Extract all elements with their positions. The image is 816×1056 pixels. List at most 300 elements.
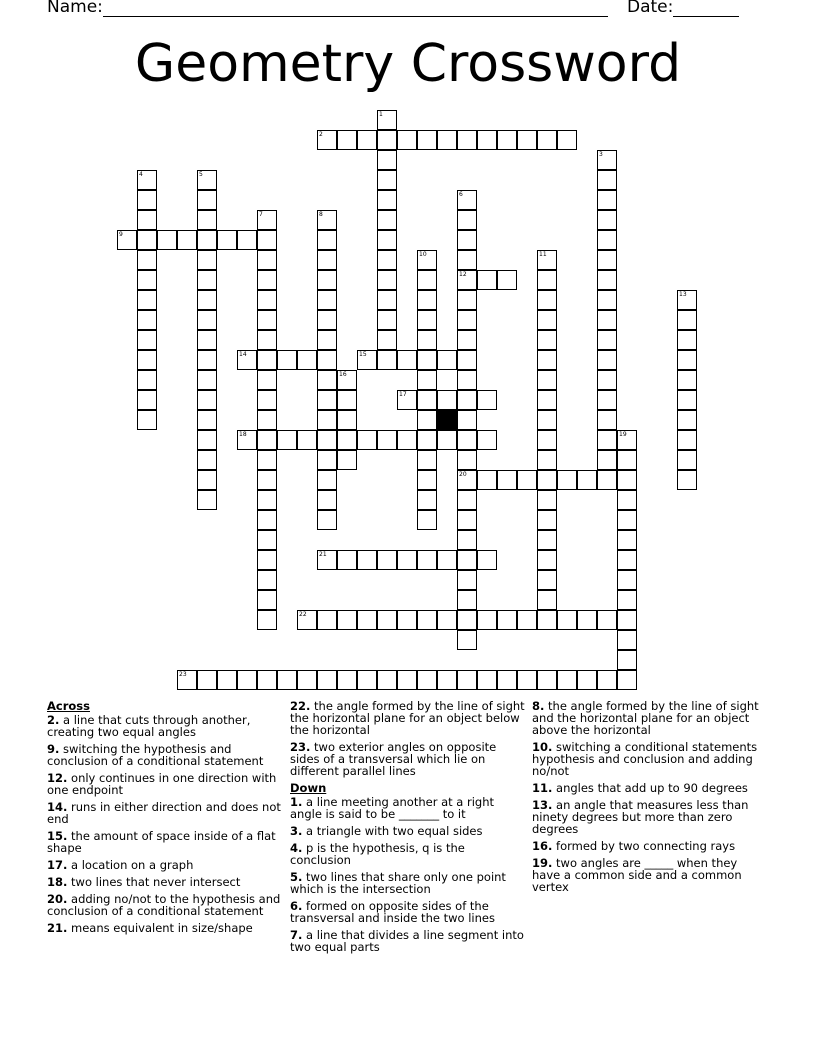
grid-cell[interactable]: [137, 390, 157, 410]
grid-cell[interactable]: [337, 550, 357, 570]
grid-cell[interactable]: [457, 230, 477, 250]
grid-cell[interactable]: [157, 230, 177, 250]
grid-cell[interactable]: [617, 450, 637, 470]
grid-cell[interactable]: [677, 330, 697, 350]
grid-cell[interactable]: [437, 610, 457, 630]
grid-cell[interactable]: [197, 450, 217, 470]
clue-across-20: 20. adding no/not to the hypothesis and conclusion of a conditional statement: [47, 892, 281, 918]
grid-cell[interactable]: [277, 350, 297, 370]
grid-cell[interactable]: [337, 430, 357, 450]
grid-cell[interactable]: [437, 350, 457, 370]
grid-cell[interactable]: [537, 550, 557, 570]
grid-cell[interactable]: [137, 310, 157, 330]
grid-cell[interactable]: [457, 430, 477, 450]
grid-cell[interactable]: [117, 230, 137, 250]
grid-cell[interactable]: [497, 610, 517, 630]
grid-cell[interactable]: [297, 350, 317, 370]
grid-cell[interactable]: [517, 470, 537, 490]
grid-cell[interactable]: [457, 670, 477, 690]
grid-cell[interactable]: [437, 550, 457, 570]
grid-cell[interactable]: [557, 130, 577, 150]
grid-cell[interactable]: [597, 290, 617, 310]
grid-cell[interactable]: [497, 670, 517, 690]
grid-cell[interactable]: [137, 350, 157, 370]
grid-cell[interactable]: [477, 550, 497, 570]
grid-cell[interactable]: [257, 310, 277, 330]
grid-cell[interactable]: [597, 410, 617, 430]
grid-cell[interactable]: [457, 550, 477, 570]
grid-cell[interactable]: [197, 310, 217, 330]
grid-cell[interactable]: [577, 610, 597, 630]
grid-cell[interactable]: [617, 570, 637, 590]
grid-cell[interactable]: [677, 310, 697, 330]
grid-cell[interactable]: [597, 310, 617, 330]
grid-cell[interactable]: [317, 410, 337, 430]
grid-cell[interactable]: [337, 370, 357, 390]
grid-cell[interactable]: [617, 550, 637, 570]
grid-cell[interactable]: [297, 610, 317, 630]
grid-cell[interactable]: [537, 610, 557, 630]
grid-cell[interactable]: [177, 670, 197, 690]
grid-cell[interactable]: [537, 390, 557, 410]
grid-cell[interactable]: [257, 490, 277, 510]
grid-cell[interactable]: [337, 130, 357, 150]
grid-cell[interactable]: [437, 670, 457, 690]
grid-cell[interactable]: [237, 670, 257, 690]
grid-cell[interactable]: [517, 130, 537, 150]
grid-cell[interactable]: [297, 670, 317, 690]
cell-number: 7: [259, 211, 263, 218]
clues-column-1: [47, 700, 283, 939]
grid-cell[interactable]: [137, 330, 157, 350]
grid-cell[interactable]: [597, 450, 617, 470]
grid-cell[interactable]: [677, 410, 697, 430]
grid-cell[interactable]: [317, 350, 337, 370]
grid-cell[interactable]: [257, 290, 277, 310]
grid-cell[interactable]: [377, 130, 397, 150]
grid-cell[interactable]: [257, 430, 277, 450]
grid-cell[interactable]: [417, 410, 437, 430]
grid-cell[interactable]: [237, 230, 257, 250]
grid-cell[interactable]: [517, 610, 537, 630]
clue-across-18: 18. two lines that never intersect: [47, 875, 241, 889]
grid-cell[interactable]: [257, 270, 277, 290]
grid-cell[interactable]: [317, 250, 337, 270]
grid-cell[interactable]: [457, 350, 477, 370]
grid-cell[interactable]: [257, 530, 277, 550]
grid-cell[interactable]: [377, 350, 397, 370]
down-heading: Down: [290, 781, 327, 795]
grid-cell[interactable]: [597, 350, 617, 370]
grid-cell[interactable]: [137, 170, 157, 190]
grid-cell[interactable]: [457, 330, 477, 350]
grid-cell[interactable]: [257, 330, 277, 350]
grid-cell[interactable]: [597, 190, 617, 210]
grid-cell[interactable]: [677, 450, 697, 470]
grid-cell[interactable]: [457, 410, 477, 430]
grid-cell[interactable]: [617, 670, 637, 690]
grid-cell[interactable]: [377, 250, 397, 270]
clue-across-12: 12. only continues in one direction with one endpoint: [47, 771, 277, 797]
grid-cell[interactable]: [557, 610, 577, 630]
grid-cell[interactable]: [477, 390, 497, 410]
grid-cell[interactable]: [337, 450, 357, 470]
clue-across-9: 9. switching the hypothesis and conclusion of a conditional statement: [47, 742, 264, 768]
grid-cell[interactable]: [537, 130, 557, 150]
grid-cell[interactable]: [537, 530, 557, 550]
grid-cell[interactable]: [317, 470, 337, 490]
grid-cell[interactable]: [597, 170, 617, 190]
grid-cell[interactable]: [417, 130, 437, 150]
grid-cell[interactable]: [137, 290, 157, 310]
grid-cell[interactable]: [497, 130, 517, 150]
grid-cell[interactable]: [617, 650, 637, 670]
grid-cell[interactable]: [597, 330, 617, 350]
grid-cell[interactable]: [537, 350, 557, 370]
grid-cell[interactable]: [537, 670, 557, 690]
grid-cell[interactable]: [497, 270, 517, 290]
clues-column-2: [290, 700, 526, 958]
grid-cell[interactable]: [477, 270, 497, 290]
grid-cell[interactable]: [597, 370, 617, 390]
grid-cell[interactable]: [537, 490, 557, 510]
grid-cell[interactable]: [457, 610, 477, 630]
grid-cell[interactable]: [437, 390, 457, 410]
grid-cell[interactable]: [257, 410, 277, 430]
date-label: Date:: [627, 0, 674, 17]
grid-cell[interactable]: [617, 630, 637, 650]
grid-cell[interactable]: [317, 230, 337, 250]
grid-cell[interactable]: [317, 310, 337, 330]
cell-number: 4: [139, 171, 143, 178]
grid-cell[interactable]: [537, 270, 557, 290]
grid-cell[interactable]: [257, 450, 277, 470]
grid-cell[interactable]: [197, 430, 217, 450]
grid-cell[interactable]: [477, 470, 497, 490]
grid-cell[interactable]: [257, 250, 277, 270]
clue-across-23: 23. two exterior angles on opposite sides of a transversal which lie on different parallel lines: [290, 740, 497, 778]
grid-cell[interactable]: [457, 250, 477, 270]
grid-cell[interactable]: [257, 350, 277, 370]
grid-cell[interactable]: [377, 610, 397, 630]
grid-cell[interactable]: [297, 430, 317, 450]
grid-cell[interactable]: [617, 510, 637, 530]
grid-cell[interactable]: [537, 330, 557, 350]
grid-cell[interactable]: [537, 250, 557, 270]
grid-cell[interactable]: [417, 470, 437, 490]
grid-cell[interactable]: [317, 550, 337, 570]
grid-cell[interactable]: [457, 530, 477, 550]
grid-cell[interactable]: [437, 430, 457, 450]
grid-cell[interactable]: [397, 130, 417, 150]
grid-cell[interactable]: [677, 290, 697, 310]
cell-number: 2: [319, 131, 323, 138]
grid-cell[interactable]: [317, 610, 337, 630]
grid-cell[interactable]: [357, 430, 377, 450]
page-title: Geometry Crossword: [134, 34, 682, 94]
grid-cell[interactable]: [417, 270, 437, 290]
grid-cell[interactable]: [137, 410, 157, 430]
grid-cell[interactable]: [317, 290, 337, 310]
grid-cell[interactable]: [317, 430, 337, 450]
grid-cell[interactable]: [617, 530, 637, 550]
cell-number: 11: [539, 251, 547, 258]
grid-cell[interactable]: [197, 270, 217, 290]
grid-cell[interactable]: [337, 390, 357, 410]
cell-number: 19: [619, 431, 627, 438]
clue-down-4: 4. p is the hypothesis, q is the conclusion: [290, 841, 465, 867]
grid-cell[interactable]: [477, 130, 497, 150]
grid-cell[interactable]: [137, 230, 157, 250]
grid-cell[interactable]: [237, 350, 257, 370]
grid-cell[interactable]: [377, 670, 397, 690]
grid-cell[interactable]: [417, 490, 437, 510]
grid-cell[interactable]: [377, 190, 397, 210]
grid-cell[interactable]: [457, 210, 477, 230]
grid-cell[interactable]: [197, 390, 217, 410]
grid-cell[interactable]: [357, 670, 377, 690]
grid-cell[interactable]: [417, 350, 437, 370]
grid-cell[interactable]: [257, 470, 277, 490]
grid-cell[interactable]: [477, 610, 497, 630]
grid-cell[interactable]: [337, 610, 357, 630]
clue-down-6: 6. formed on opposite sides of the transversal and inside the two lines: [290, 899, 495, 925]
grid-cell[interactable]: [357, 610, 377, 630]
grid-cell[interactable]: [197, 250, 217, 270]
grid-cell[interactable]: [597, 210, 617, 230]
grid-cell[interactable]: [337, 410, 357, 430]
grid-cell[interactable]: [537, 290, 557, 310]
grid-cell[interactable]: [257, 550, 277, 570]
grid-cell[interactable]: [237, 430, 257, 450]
grid-cell[interactable]: [457, 190, 477, 210]
grid-cell[interactable]: [257, 670, 277, 690]
grid-cell[interactable]: [597, 390, 617, 410]
grid-cell[interactable]: [397, 430, 417, 450]
grid-cell[interactable]: [197, 230, 217, 250]
grid-cell[interactable]: [437, 130, 457, 150]
grid-cell[interactable]: [177, 230, 197, 250]
clue-across-17: 17. a location on a graph: [47, 858, 194, 872]
grid-cell[interactable]: [397, 390, 417, 410]
grid-cell[interactable]: [537, 470, 557, 490]
grid-cell[interactable]: [417, 250, 437, 270]
grid-cell[interactable]: [197, 490, 217, 510]
grid-cell[interactable]: [377, 210, 397, 230]
grid-cell[interactable]: [597, 270, 617, 290]
grid-cell[interactable]: [537, 310, 557, 330]
grid-cell[interactable]: [537, 510, 557, 530]
grid-cell[interactable]: [197, 290, 217, 310]
grid-cell[interactable]: [137, 190, 157, 210]
grid-cell[interactable]: [537, 570, 557, 590]
grid-cell[interactable]: [197, 170, 217, 190]
grid-cell[interactable]: [397, 350, 417, 370]
cell-number: 10: [419, 251, 427, 258]
grid-cell[interactable]: [357, 130, 377, 150]
grid-cell[interactable]: [537, 430, 557, 450]
grid-cell[interactable]: [137, 370, 157, 390]
cell-number: 23: [179, 671, 187, 678]
grid-cell[interactable]: [417, 550, 437, 570]
grid-cell[interactable]: [597, 470, 617, 490]
clue-down-11: 11. angles that add up to 90 degrees: [532, 781, 748, 795]
grid-cell[interactable]: [317, 510, 337, 530]
grid-cell[interactable]: [457, 570, 477, 590]
clue-down-7: 7. a line that divides a line segment into two equal parts: [290, 928, 524, 954]
grid-cell[interactable]: [357, 350, 377, 370]
grid-cell[interactable]: [677, 350, 697, 370]
grid-cell[interactable]: [677, 370, 697, 390]
grid-cell[interactable]: [577, 470, 597, 490]
grid-cell[interactable]: [597, 430, 617, 450]
grid-cell[interactable]: [317, 210, 337, 230]
grid-cell[interactable]: [537, 590, 557, 610]
grid-cell[interactable]: [417, 450, 437, 470]
grid-cell[interactable]: [417, 430, 437, 450]
grid-cell[interactable]: [257, 510, 277, 530]
grid-cell[interactable]: [257, 230, 277, 250]
grid-cell[interactable]: [317, 330, 337, 350]
grid-block: [437, 410, 457, 430]
grid-cell[interactable]: [557, 470, 577, 490]
grid-cell[interactable]: [137, 250, 157, 270]
grid-cell[interactable]: [497, 470, 517, 490]
grid-cell[interactable]: [457, 130, 477, 150]
grid-cell[interactable]: [597, 250, 617, 270]
grid-cell[interactable]: [377, 330, 397, 350]
grid-cell[interactable]: [457, 510, 477, 530]
grid-cell[interactable]: [257, 590, 277, 610]
grid-cell[interactable]: [197, 350, 217, 370]
grid-cell[interactable]: [317, 270, 337, 290]
grid-cell[interactable]: [677, 430, 697, 450]
cell-number: 3: [599, 151, 603, 158]
grid-cell[interactable]: [257, 390, 277, 410]
grid-cell[interactable]: [317, 130, 337, 150]
grid-cell[interactable]: [457, 590, 477, 610]
grid-cell[interactable]: [317, 390, 337, 410]
cell-number: 20: [459, 471, 467, 478]
grid-cell[interactable]: [617, 610, 637, 630]
grid-cell[interactable]: [277, 670, 297, 690]
grid-cell[interactable]: [457, 370, 477, 390]
grid-cell[interactable]: [397, 550, 417, 570]
clue-down-5: 5. two lines that share only one point which is the intersection: [290, 870, 506, 896]
grid-cell[interactable]: [677, 470, 697, 490]
grid-cell[interactable]: [677, 390, 697, 410]
grid-cell[interactable]: [517, 670, 537, 690]
grid-cell[interactable]: [477, 430, 497, 450]
grid-cell[interactable]: [137, 270, 157, 290]
grid-cell[interactable]: [417, 370, 437, 390]
grid-cell[interactable]: [537, 410, 557, 430]
cell-number: 1: [379, 111, 383, 118]
grid-cell[interactable]: [137, 210, 157, 230]
date-line[interactable]: [673, 16, 739, 17]
grid-cell[interactable]: [597, 610, 617, 630]
grid-cell[interactable]: [377, 550, 397, 570]
grid-cell[interactable]: [617, 470, 637, 490]
grid-cell[interactable]: [257, 570, 277, 590]
grid-cell[interactable]: [357, 550, 377, 570]
grid-cell[interactable]: [417, 310, 437, 330]
grid-cell[interactable]: [377, 270, 397, 290]
cell-number: 9: [119, 231, 123, 238]
grid-cell[interactable]: [417, 510, 437, 530]
grid-cell[interactable]: [197, 190, 217, 210]
grid-cell[interactable]: [377, 110, 397, 130]
name-line[interactable]: [103, 16, 608, 17]
grid-cell[interactable]: [477, 670, 497, 690]
grid-cell[interactable]: [217, 230, 237, 250]
grid-cell[interactable]: [537, 450, 557, 470]
grid-cell[interactable]: [417, 670, 437, 690]
grid-cell[interactable]: [417, 290, 437, 310]
grid-cell[interactable]: [597, 230, 617, 250]
grid-cell[interactable]: [457, 390, 477, 410]
grid-cell[interactable]: [417, 610, 437, 630]
grid-cell[interactable]: [377, 430, 397, 450]
grid-cell[interactable]: [197, 210, 217, 230]
grid-cell[interactable]: [457, 490, 477, 510]
cell-number: 17: [399, 391, 407, 398]
cell-number: 16: [339, 371, 347, 378]
grid-cell[interactable]: [197, 470, 217, 490]
grid-cell[interactable]: [457, 630, 477, 650]
grid-cell[interactable]: [457, 310, 477, 330]
grid-cell[interactable]: [317, 670, 337, 690]
grid-cell[interactable]: [377, 170, 397, 190]
grid-cell[interactable]: [617, 430, 637, 450]
grid-cell[interactable]: [597, 670, 617, 690]
name-label: Name:: [47, 0, 103, 17]
grid-cell[interactable]: [277, 430, 297, 450]
grid-cell[interactable]: [197, 330, 217, 350]
grid-cell[interactable]: [257, 610, 277, 630]
grid-cell[interactable]: [457, 270, 477, 290]
grid-cell[interactable]: [377, 290, 397, 310]
grid-cell[interactable]: [317, 370, 337, 390]
grid-cell[interactable]: [317, 490, 337, 510]
grid-cell[interactable]: [597, 150, 617, 170]
grid-cell[interactable]: [197, 670, 217, 690]
grid-cell[interactable]: [397, 610, 417, 630]
grid-cell[interactable]: [197, 410, 217, 430]
grid-cell[interactable]: [457, 290, 477, 310]
grid-cell[interactable]: [317, 450, 337, 470]
grid-cell[interactable]: [457, 470, 477, 490]
grid-cell[interactable]: [377, 310, 397, 330]
clue-across-14: 14. runs in either direction and does not end: [47, 800, 281, 826]
grid-cell[interactable]: [457, 450, 477, 470]
grid-cell[interactable]: [337, 670, 357, 690]
grid-cell[interactable]: [617, 490, 637, 510]
grid-cell[interactable]: [257, 370, 277, 390]
grid-cell[interactable]: [377, 150, 397, 170]
grid-cell[interactable]: [197, 370, 217, 390]
grid-cell[interactable]: [417, 330, 437, 350]
grid-cell[interactable]: [537, 370, 557, 390]
grid-cell[interactable]: [417, 390, 437, 410]
grid-cell[interactable]: [257, 210, 277, 230]
grid-cell[interactable]: [617, 590, 637, 610]
grid-cell[interactable]: [397, 670, 417, 690]
grid-cell[interactable]: [557, 670, 577, 690]
grid-cell[interactable]: [377, 230, 397, 250]
grid-cell[interactable]: [217, 670, 237, 690]
grid-cell[interactable]: [577, 670, 597, 690]
